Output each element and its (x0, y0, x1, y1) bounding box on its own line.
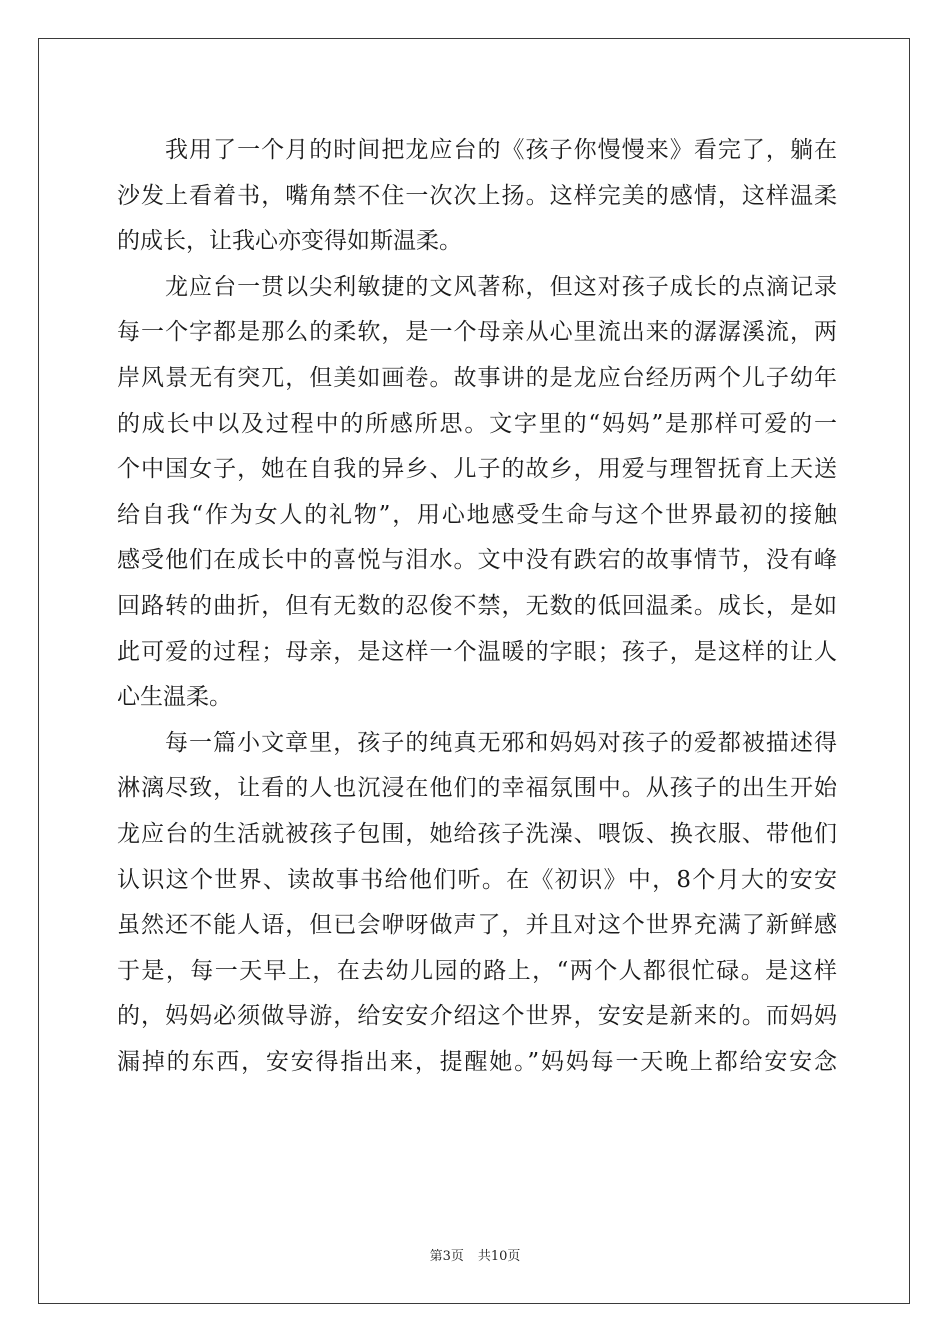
page-total: 共10页 (477, 1249, 521, 1264)
text-line: 龙应台的生活就被孩子包围，她给孩子洗澡、喂饭、换衣服、带他们 (117, 820, 837, 847)
page-footer (0, 1245, 950, 1264)
text-line: 淋漓尽致，让看的人也沉浸在他们的幸福氛围中。从孩子的出生开始 (117, 775, 837, 802)
text-line: 此可爱的过程；母亲，是这样一个温暖的字眼；孩子，是这样的让人 (117, 638, 837, 665)
page-number: 第3页 (429, 1249, 464, 1264)
paragraph-1 (117, 128, 837, 265)
text-line: 岸风景无有突兀，但美如画卷。故事讲的是龙应台经历两个儿子幼年 (117, 364, 837, 391)
text-line: 的，妈妈必须做导游，给安安介绍这个世界，安安是新来的。而妈妈 (117, 1003, 837, 1030)
paragraph-3 (117, 721, 837, 1086)
text-line: 个中国女子，她在自我的异乡、儿子的故乡，用爱与理智抚育上天送 (117, 456, 837, 483)
text-line: 的成长中以及过程中的所感所思。文字里的“妈妈”是那样可爱的一 (117, 410, 837, 437)
text-line: 漏掉的东西，安安得指出来，提醒她。”妈妈每一天晚上都给安安念 (117, 1048, 837, 1075)
text-line: 感受他们在成长中的喜悦与泪水。文中没有跌宕的故事情节，没有峰 (117, 547, 837, 574)
text-line: 回路转的曲折，但有无数的忍俊不禁，无数的低回温柔。成长，是如 (117, 592, 837, 619)
text-line: 的成长，让我心亦变得如斯温柔。 (117, 228, 462, 255)
paragraph-2 (117, 265, 837, 721)
text-line: 我用了一个月的时间把龙应台的《孩子你慢慢来》看完了，躺在 (165, 137, 837, 163)
text-line: 虽然还不能人语，但已会咿呀做声了，并且对这个世界充满了新鲜感 (117, 912, 837, 939)
text-line: 于是，每一天早上，在去幼儿园的路上，“两个人都很忙碌。是这样 (117, 957, 837, 984)
text-line: 心生温柔。 (117, 684, 232, 711)
text-line: 沙发上看着书，嘴角禁不住一次次上扬。这样完美的感情，这样温柔 (117, 182, 837, 209)
text-line: 龙应台一贯以尖利敏捷的文风著称，但这对孩子成长的点滴记录 (165, 273, 837, 300)
text-line: 每一篇小文章里，孩子的纯真无邪和妈妈对孩子的爱都被描述得 (165, 729, 837, 756)
text-line: 认识这个世界、读故事书给他们听。在《初识》中，8个月大的安安 (117, 866, 837, 893)
text-line: 给自我“作为女人的礼物”，用心地感受生命与这个世界最初的接触 (117, 501, 837, 528)
document-body (117, 128, 837, 1085)
text-line: 每一个字都是那么的柔软，是一个母亲从心里流出来的潺潺溪流，两 (117, 319, 837, 346)
